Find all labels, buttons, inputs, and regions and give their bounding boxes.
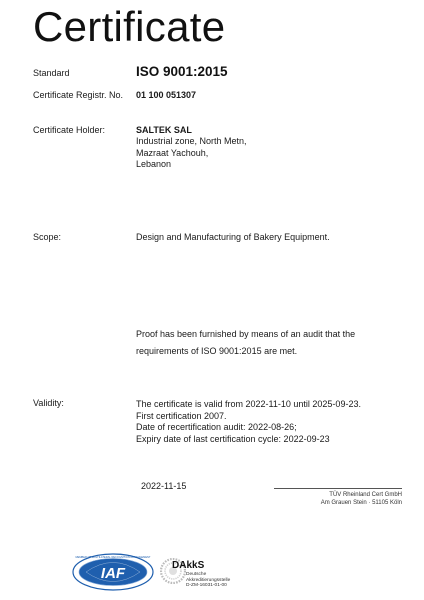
scope-value: Design and Manufacturing of Bakery Equipment. [136, 232, 330, 242]
svg-text:MEMBER OF MULTILATERAL RECOGNI: MEMBER OF MULTILATERAL RECOGNITION ARRANGEMENT [75, 556, 151, 560]
validity-label: Validity: [33, 398, 64, 408]
holder-address-line: Industrial zone, North Metn, [136, 136, 247, 146]
issuer-line: Am Grauen Stein · 51105 Köln [320, 500, 402, 506]
validity-line: First certification 2007. [136, 410, 227, 421]
certificate-title: Certificate [33, 3, 226, 50]
issuer-block [321, 491, 402, 507]
proof-line: requirements of ISO 9001:2015 are met. [136, 346, 298, 356]
scope-label: Scope: [33, 232, 62, 242]
svg-text:IAF: IAF [100, 565, 126, 582]
dakks-name: DAkkS [172, 560, 205, 571]
iaf-logo [72, 553, 154, 591]
validity-line: The certificate is valid from 2022-11-10 until 2025-09-23. [136, 399, 361, 409]
issue-date: 2022-11-15 [141, 481, 187, 491]
validity-line: Expiry date of last certification cycle: 2022-09-23 [136, 433, 330, 444]
holder-address [136, 136, 247, 171]
holder-name: SALTEK SAL [136, 125, 192, 135]
holder-label: Certificate Holder: [33, 125, 106, 135]
issuer-line: TÜV Rheinland Cert GmbH [329, 492, 402, 498]
dakks-line: Deutsche [186, 572, 207, 577]
dakks-text [186, 572, 230, 589]
dakks-logo [160, 554, 250, 592]
registration-value: 01 100 051307 [136, 90, 197, 100]
validity-line: Date of recertification audit: 2022-08-26; [136, 422, 297, 432]
holder-address-line: Mazraat Yachouh, [136, 147, 209, 158]
standard-value: ISO 9001:2015 [136, 64, 228, 79]
dakks-line: Akkreditierungsstelle [186, 577, 231, 583]
holder-address-line: Lebanon [136, 159, 172, 169]
signature-line [274, 488, 402, 489]
validity-details [136, 399, 361, 445]
proof-line: Proof has been furnished by means of an audit that the [136, 329, 356, 339]
dakks-line: D-ZM-16031-01-00 [186, 583, 227, 589]
standard-label: Standard [33, 68, 70, 78]
registration-label: Certificate Registr. No. [33, 90, 124, 100]
proof-statement [136, 326, 355, 360]
